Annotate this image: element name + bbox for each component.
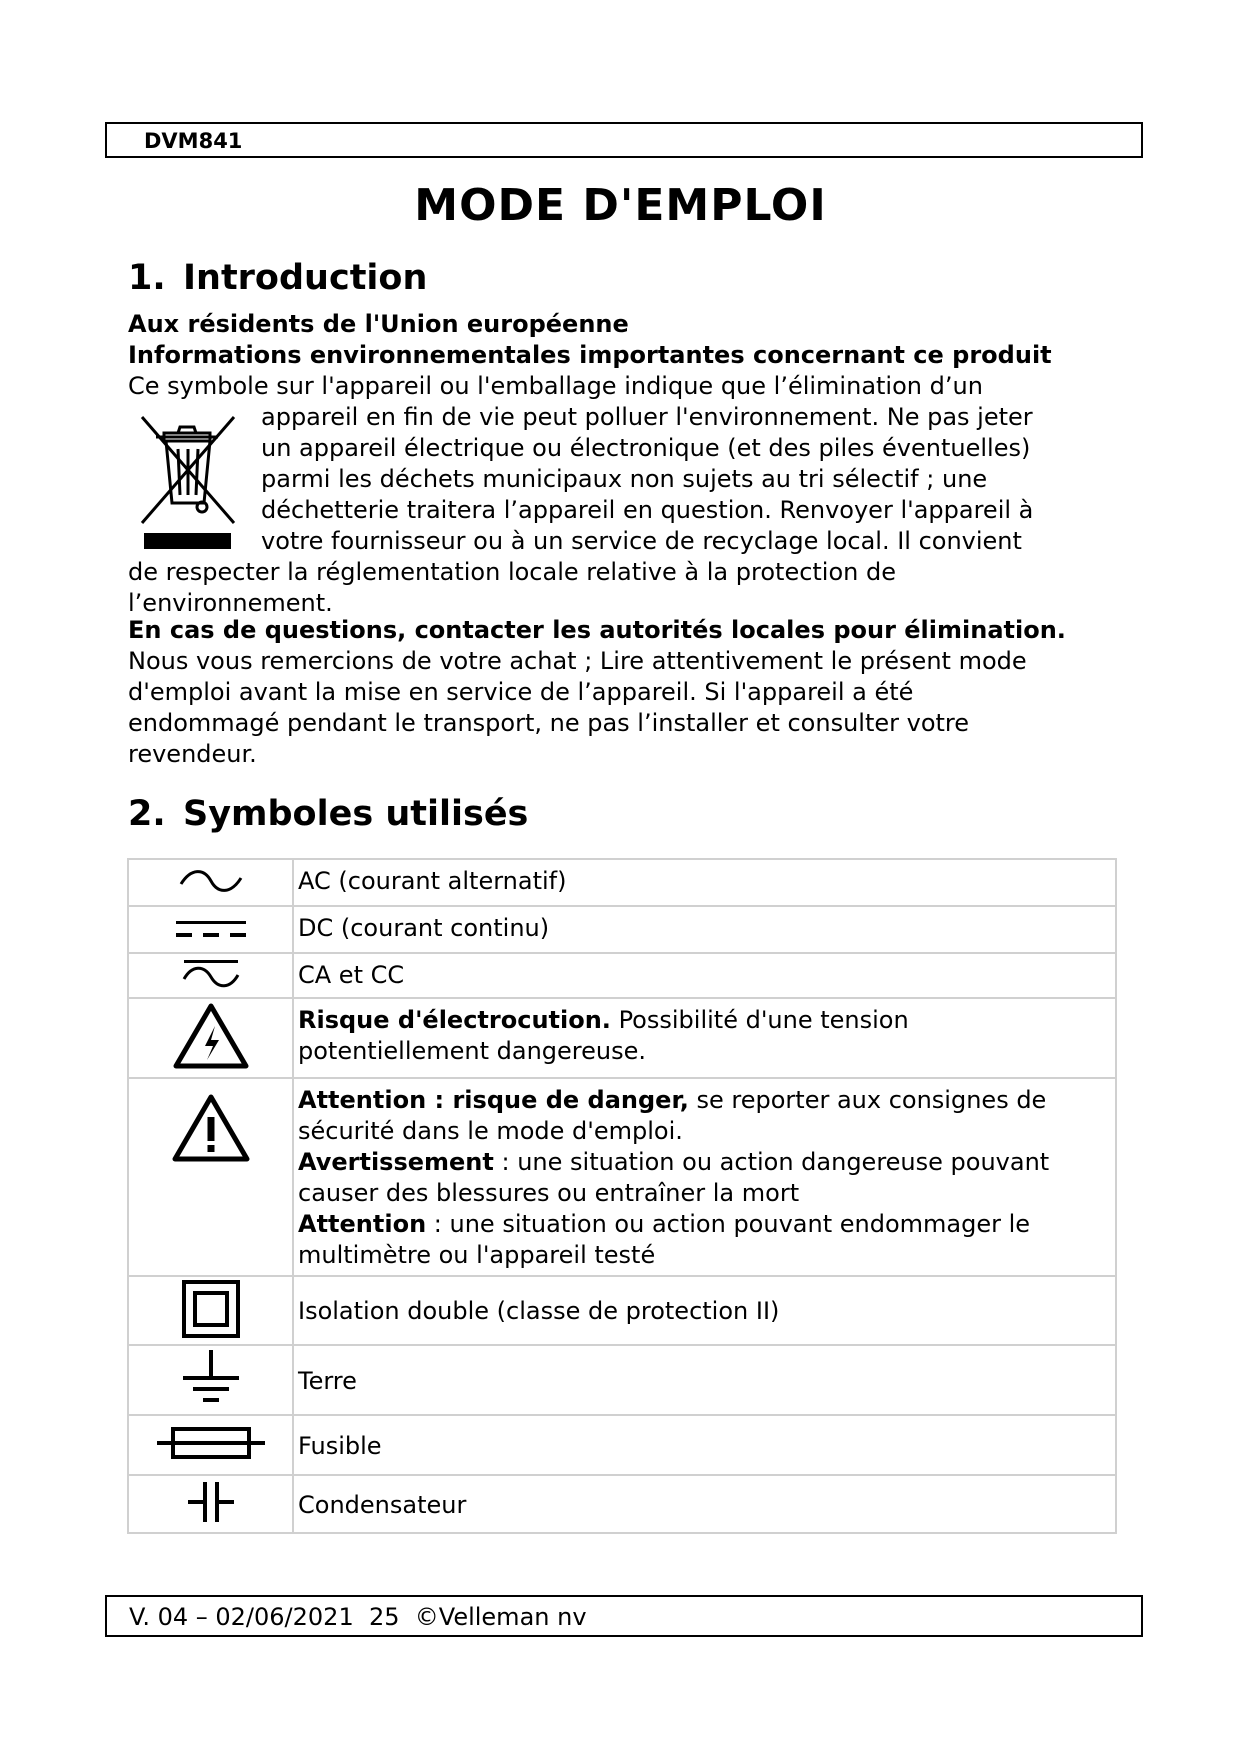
- fuse-icon: [155, 1423, 267, 1463]
- icon-cell: [128, 1415, 293, 1475]
- symbol-text: AC (courant alternatif): [298, 867, 567, 895]
- symbol-text: Terre: [298, 1366, 357, 1395]
- symbol-text: se reporter aux consignes de: [688, 1086, 1047, 1114]
- symbol-description: [293, 1415, 1116, 1475]
- symbol-description: [293, 998, 1116, 1078]
- symbol-line: [298, 1147, 1111, 1178]
- symbol-line: [298, 1209, 1111, 1240]
- symbol-bold-text: Attention: [298, 1210, 427, 1238]
- intro-line: votre fournisseur ou à un service de recyclage local. Il convient: [261, 527, 1022, 555]
- intro-line: Ce symbole sur l'appareil ou l'emballage indique que l’élimination d’un: [128, 372, 983, 400]
- section-number: 1.: [128, 258, 166, 298]
- symbol-description: [293, 1475, 1116, 1533]
- capacitor-icon: [186, 1480, 236, 1524]
- page-title: MODE D'EMPLOI: [414, 180, 827, 231]
- symbol-text: Possibilité d'une tension: [610, 1006, 909, 1034]
- danger-warning-icon: [172, 1093, 250, 1163]
- thanks-line: d'emploi avant la mise en service de l’appareil. Si l'appareil a été: [128, 678, 914, 706]
- table-row: [128, 1345, 1116, 1415]
- dc-icon: [174, 915, 248, 941]
- symbol-text: sécurité dans le mode d'emploi.: [298, 1117, 683, 1145]
- env-info-heading: Informations environnementales importantes concernant ce produit: [128, 341, 1052, 369]
- intro-line: de respecter la réglementation locale relative à la protection de: [128, 558, 896, 586]
- symbol-text: Condensateur: [298, 1490, 467, 1519]
- symbol-description: [293, 859, 1116, 906]
- symbol-description: [293, 953, 1116, 998]
- symbol-text: multimètre ou l'appareil testé: [298, 1241, 656, 1269]
- crossed-out-wheelie-bin-icon: [136, 415, 239, 555]
- icon-cell: [128, 953, 293, 998]
- symbol-text: : une situation ou action pouvant endommager le: [426, 1210, 1031, 1238]
- section-number: 2.: [128, 794, 166, 834]
- table-row: [128, 859, 1116, 906]
- symbol-text: CA et CC: [298, 961, 405, 989]
- symbol-description: [293, 1078, 1116, 1276]
- contact-authorities-note: En cas de questions, contacter les autorités locales pour élimination.: [128, 616, 1066, 644]
- symbols-table: [127, 858, 1117, 1534]
- table-row: [128, 906, 1116, 953]
- ground-icon: [181, 1348, 241, 1408]
- icon-cell: [128, 1475, 293, 1533]
- symbol-text: Fusible: [298, 1431, 382, 1460]
- symbol-bold-text: Attention : risque de danger,: [298, 1086, 689, 1114]
- thanks-line: revendeur.: [128, 740, 257, 768]
- icon-cell: [128, 1276, 293, 1345]
- thanks-line: Nous vous remercions de votre achat ; Lire attentivement le présent mode: [128, 647, 1027, 675]
- symbol-text: potentiellement dangereuse.: [298, 1037, 647, 1065]
- table-row: [128, 1475, 1116, 1533]
- intro-line: l’environnement.: [128, 589, 333, 617]
- symbol-description: [293, 1276, 1116, 1345]
- section-heading-introduction: [128, 258, 427, 298]
- icon-cell: [128, 1078, 293, 1276]
- table-row: [128, 1415, 1116, 1475]
- intro-line: un appareil électrique ou électronique (et des piles éventuelles): [261, 434, 1031, 462]
- symbol-bold-text: Avertissement: [298, 1148, 494, 1176]
- icon-cell: [128, 906, 293, 953]
- model-name: DVM841: [144, 129, 243, 153]
- electrocution-warning-icon: [173, 1002, 249, 1070]
- symbol-description: [293, 906, 1116, 953]
- section-title: Symboles utilisés: [183, 794, 529, 834]
- symbol-line: [298, 1085, 1111, 1116]
- intro-line: parmi les déchets municipaux non sujets au tri sélectif ; une: [261, 465, 988, 493]
- footer-box: [105, 1595, 1143, 1637]
- symbol-description: [293, 1345, 1116, 1415]
- symbol-text: Isolation double (classe de protection II): [298, 1297, 780, 1325]
- icon-cell: [128, 859, 293, 906]
- intro-line: appareil en fin de vie peut polluer l'environnement. Ne pas jeter: [261, 403, 1033, 431]
- intro-line: déchetterie traitera l’appareil en question. Renvoyer l'appareil à: [261, 496, 1034, 524]
- symbol-bold-text: Risque d'électrocution.: [298, 1006, 611, 1034]
- footer-text: V. 04 – 02/06/2021 25 ©Velleman nv: [129, 1603, 587, 1631]
- double-insulation-icon: [181, 1279, 241, 1339]
- icon-cell: [128, 1345, 293, 1415]
- symbol-text: : une situation ou action dangereuse pouvant: [493, 1148, 1050, 1176]
- symbol-text: causer des blessures ou entraîner la mort: [298, 1179, 800, 1207]
- header-box: [105, 122, 1143, 158]
- table-row: [128, 953, 1116, 998]
- icon-cell: [128, 998, 293, 1078]
- section-heading-symbols: [128, 794, 528, 834]
- ac-sine-icon: [176, 866, 246, 896]
- symbol-text: DC (courant continu): [298, 914, 550, 942]
- symbol-line: [298, 1005, 1111, 1036]
- section-title: Introduction: [183, 258, 428, 298]
- table-row: [128, 1276, 1116, 1345]
- eu-residents-heading: Aux résidents de l'Union européenne: [128, 310, 629, 338]
- table-row: [128, 1078, 1116, 1276]
- table-row: [128, 998, 1116, 1078]
- thanks-line: endommagé pendant le transport, ne pas l’installer et consulter votre: [128, 709, 970, 737]
- ac-dc-icon: [178, 957, 244, 991]
